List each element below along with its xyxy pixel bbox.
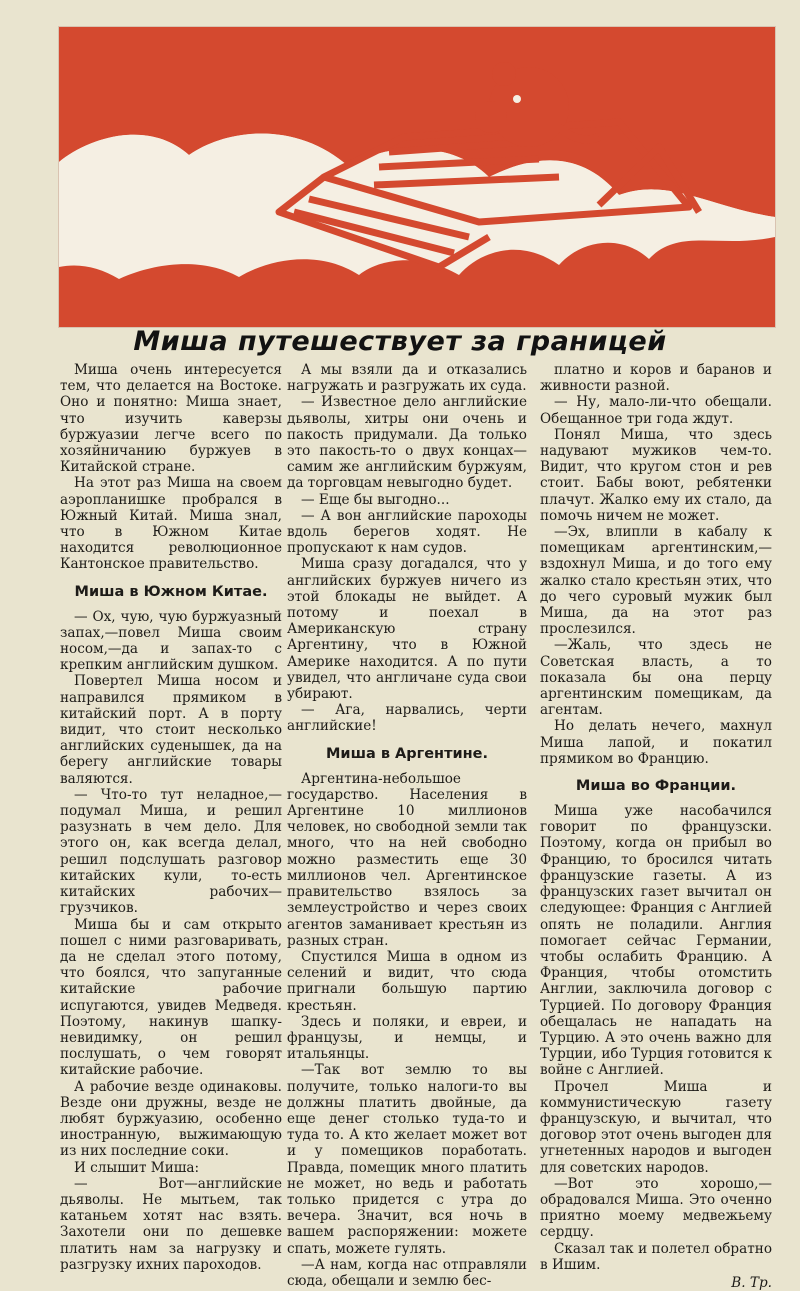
paragraph: — А вон английские пароходы вдоль берегов ходят. Не пропускают к нам судов. bbox=[287, 507, 527, 557]
section-heading: Миша в Южном Китае. bbox=[74, 583, 268, 600]
paragraph: А мы взяли да и отказались нагружать и разгружать их суда. bbox=[287, 362, 527, 395]
paragraph: — Известное дело английские дьяволы, хитры они очень и пакость придумали. Да только это пакость-то о двух концах—самим же английским буржуям, да торговцам невыгодно будет. bbox=[287, 394, 527, 492]
column-1 bbox=[60, 362, 282, 1273]
paragraph: Миша очень интересуется тем, что делается на Востоке. Оно и понятно: Миша знает, что изучить каверзы буржуазии легче всего по хозяйничанию буржуев в Китайской стране. bbox=[60, 362, 282, 476]
article-title: Миша путешествует за границей bbox=[133, 326, 667, 357]
paragraph: — Еще бы выгодно... bbox=[301, 491, 450, 508]
paragraph: Аргентина-небольшое государство. Населения в Аргентине 10 миллионов человек, но свободной земли так много, что на ней свободно можно разместить еще 30 миллионов чел. Аргентинское правительство взялось за землеустройство и через своих агентов заманивает крестьян из разных стран. bbox=[287, 770, 527, 949]
paragraph: Но делать нечего, махнул Миша лапой, и покатил прямиком во Францию. bbox=[540, 718, 772, 767]
paragraph: Миша бы и сам открыто пошел с ними разговаривать, да не сделал этого потому, что боялся, что запуганные китайские рабочие испугаются, увидев Медведя. Поэтому, накинув шапку-невидимку, он решил послушать, о чем говорят китайские рабочие. bbox=[60, 916, 282, 1079]
paragraph: Здесь и поляки, и евреи, и французы, и немцы, и итальянцы. bbox=[287, 1013, 527, 1063]
paragraph: платно и коров и баранов и живности разной. bbox=[540, 362, 772, 395]
paragraph: — Что-то тут неладное,—подумал Миша, и решил разузнать в чем дело. Для этого он, как всегда делал, решил подслушать разговор китайских кули, то-есть китайских рабочих—грузчиков. bbox=[60, 786, 282, 917]
paragraph: — Вот—английские дьяволы. Не мытьем, так катаньем хотят нас взять. Захотели они по дешевке платить нам за нагрузку и разгрузку ихних пароходов. bbox=[60, 1175, 282, 1273]
author-signature: В. Тр. bbox=[731, 1274, 772, 1291]
paragraph: — Ага, нарвались, черти английские! bbox=[287, 702, 527, 735]
bear-airplane-illustration bbox=[58, 26, 776, 328]
paragraph: — Ну, мало-ли-что обещали. Обещанное три года ждут. bbox=[540, 394, 772, 427]
paragraph: Повертел Миша носом и направился прямиком в китайский порт. А в порту видит, что стоит несколько английских суденышек, да на берегу английские товары валяются. bbox=[60, 673, 282, 787]
paragraph: Спустился Миша в одном из селений и видит, что сюда пригнали большую партию крестьян. bbox=[287, 948, 527, 1014]
column-3 bbox=[540, 362, 772, 1291]
column-2 bbox=[287, 362, 527, 1289]
paragraph: Понял Миша, что здесь надувают мужиков чем-то. Видит, что кругом стон и рев стоит. Бабы воют, ребятенки плачут. Жалко ему их стало, да помочь ничем не может. bbox=[540, 426, 772, 524]
paragraph: —Так вот землю то вы получите, только налоги-то вы должны платить двойные, да еще денег столько туда-то и туда то. А кто желает может вот и у помещиков поработать. Правда, помещик много платить не может, но ведь и работать только придется с утра до вечера. Значит, вся ночь в вашем распоряжении: можете спать, можете гулять. bbox=[287, 1062, 527, 1257]
paragraph: — Ох, чую, чую буржуазный запах,—повел Миша своим носом,—да и запах-то с крепким английским душком. bbox=[60, 608, 282, 674]
paragraph: И слышит Миша: bbox=[74, 1159, 200, 1176]
paragraph: —Жаль, что здесь не Советская власть, а то показала бы она перцу аргентинским помещикам, да агентам. bbox=[540, 637, 772, 719]
section-heading: Миша в Аргентине. bbox=[326, 745, 488, 762]
paragraph: —Вот это хорошо,—обрадовался Миша. Это оченно приятно моему медвежьему сердцу. bbox=[540, 1175, 772, 1241]
paragraph: Прочел Миша и коммунистическую газету французскую, и вычитал, что договор этот очень выгоден для угнетенных народов и выгоден для советских народов. bbox=[540, 1078, 772, 1176]
paragraph: Сказал так и полетел обратно в Ишим. bbox=[540, 1240, 772, 1273]
illustration-svg bbox=[59, 27, 775, 327]
paragraph: А рабочие везде одинаковы. Везде они дружны, везде не любят буржуазию, особенно иностранную, выжимающую из них последние соки. bbox=[60, 1078, 282, 1160]
paragraph: На этот раз Миша на своем аэропланишке пробрался в Южный Китай. Миша знал, что в Южном Китае находится революционное Кантонское правительство. bbox=[60, 475, 282, 573]
paragraph: —Эх, влипли в кабалу к помещикам аргентинским,—вздохнул Миша, и до того ему жалко стало крестьян этих, что до чего суровый мужик был Миша, да на этот раз прослезился. bbox=[540, 524, 772, 638]
section-heading: Миша во Франции. bbox=[575, 778, 737, 795]
paragraph: Миша уже насобачился говорит по французски. Поэтому, когда он прибыл во Францию, то бросился читать французские газеты. А из французских газет вычитал он следующее: Франция с Англией опять не поладили. Англия помогает сейчас Германии, чтобы ослабить Францию. А Франция, чтобы отомстить Англии, заключила договор с Турцией. По договору Франция обещалась не нападать на Турцию. А это очень важно для Турции, ибо Турция готовится к войне с Англией. bbox=[540, 803, 772, 1079]
paragraph: —А нам, когда нас отправляли сюда, обещали и землю бес- bbox=[287, 1256, 527, 1289]
paragraph: Миша сразу догадался, что у английских буржуев ничего из этой блокады не выйдет. А потому и поехал в Американскую страну Аргентину, что в Южной Америке находится. А по пути увидел, что англичане суда свои убирают. bbox=[287, 556, 527, 703]
